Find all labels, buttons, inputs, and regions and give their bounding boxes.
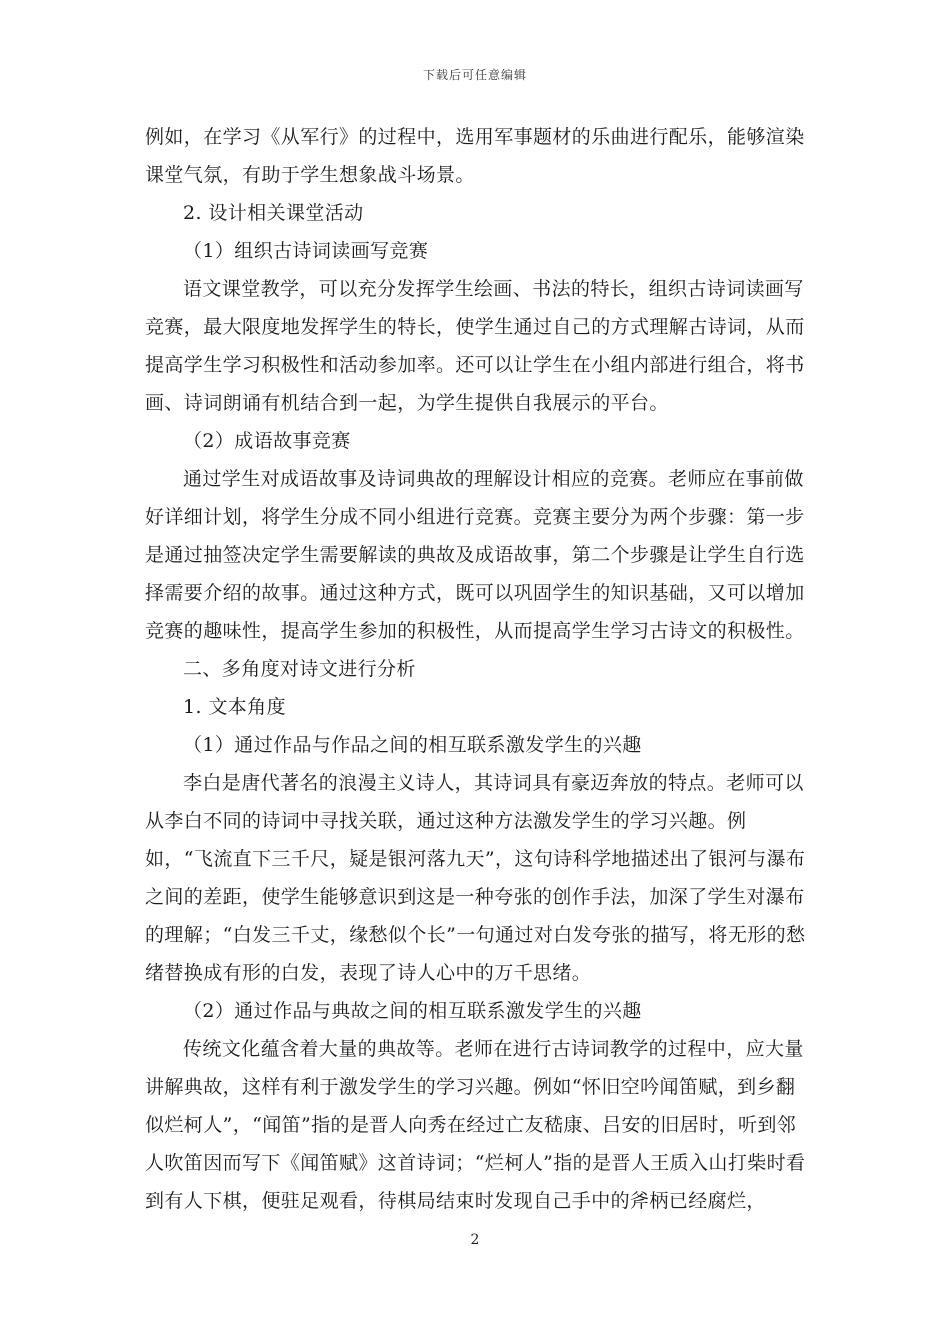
paragraph: 例如，在学习《从军行》的过程中，选用军事题材的乐曲进行配乐，能够渲染课堂气氛，有助于学生想象战斗场景。 [145, 126, 805, 186]
section-heading: 2. 设计相关课堂活动 [183, 202, 364, 224]
paragraph: 传统文化蕴含着大量的典故等。老师在进行古诗词教学的过程中，应大量讲解典故，这样有利于激发学生的学习兴趣。例如“怀旧空吟闻笛赋，到乡翻似烂柯人”，“闻笛”指的是晋人向秀在经过亡友嵇康、吕安的旧居时，听到邻人吹笛因而写下《闻笛赋》这首诗词；“烂柯人”指的是晋人王质入山打柴时看到有人下棋，便驻足观看，待棋局结束时发现自己手中的斧柄已经腐烂， [145, 1038, 806, 1212]
subsection-heading: （2）成语故事竞赛 [183, 430, 351, 452]
body-text [145, 118, 807, 1220]
subsection-heading: （1）通过作品与作品之间的相互联系激发学生的兴趣 [183, 734, 642, 756]
subsection-heading: （1）组织古诗词读画写竞赛 [183, 240, 429, 262]
paragraph: 通过学生对成语故事及诗词典故的理解设计相应的竞赛。老师应在事前做好详细计划，将学生分成不同小组进行竞赛。竞赛主要分为两个步骤：第一步是通过抽签决定学生需要解读的典故及成语故事，第二个步骤是让学生自行选择需要介绍的故事。通过这种方式，既可以巩固学生的知识基础，又可以增加竞赛的趣味性，提高学生参加的积极性，从而提高学生学习古诗文的积极性。 [145, 468, 805, 642]
page-number: 2 [470, 1232, 480, 1248]
paragraph: 语文课堂教学，可以充分发挥学生绘画、书法的特长，组织古诗词读画写竞赛，最大限度地发挥学生的特长，使学生通过自己的方式理解古诗词，从而提高学生学习积极性和活动参加率。还可以让学生在小组内部进行组合，将书画、诗词朗诵有机结合到一起，为学生提供自我展示的平台。 [145, 278, 805, 414]
page-header: 下载后可任意编辑 [422, 68, 527, 82]
section-heading: 1. 文本角度 [183, 696, 286, 718]
paragraph: 李白是唐代著名的浪漫主义诗人，其诗词具有豪迈奔放的特点。老师可以从李白不同的诗词中寻找关联，通过这种方法激发学生的学习兴趣。例如，“飞流直下三千尺，疑是银河落九天”，这句诗科学地描述出了银河与瀑布之间的差距，使学生能够意识到这是一种夸张的创作手法，加深了学生对瀑布的理解；“白发三千丈，缘愁似个长”一句通过对白发夸张的描写，将无形的愁绪替换成有形的白发，表现了诗人心中的万千思绪。 [145, 772, 806, 984]
subsection-heading: （2）通过作品与典故之间的相互联系激发学生的兴趣 [183, 1000, 642, 1022]
chapter-heading: 二、多角度对诗文进行分析 [183, 658, 416, 680]
